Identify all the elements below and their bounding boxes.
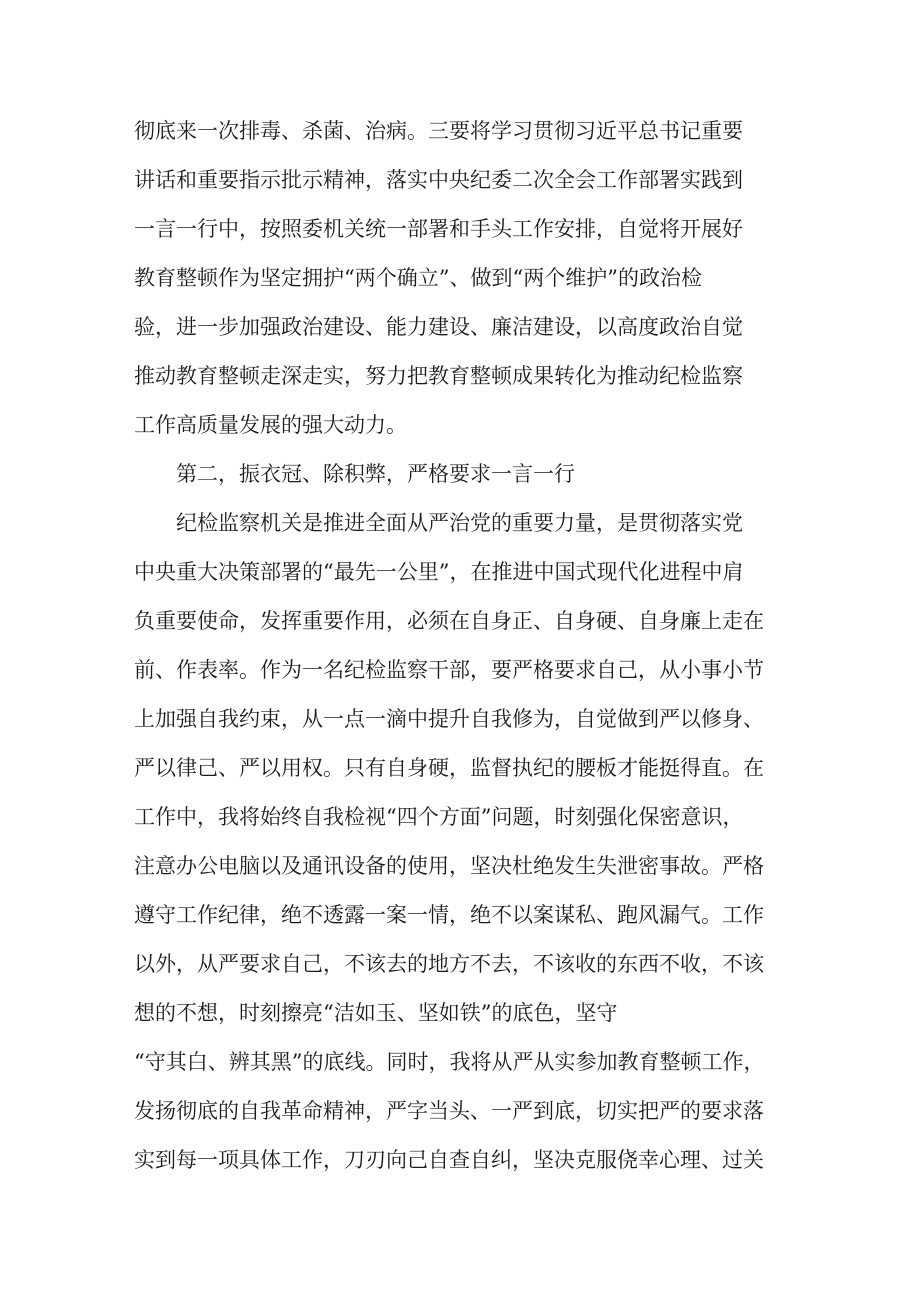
text-line: 前、作表率。作为一名纪检监察干部，要严格要求自己，从小事小节 [134, 658, 764, 682]
text-line: 上加强自我约束，从一点一滴中提升自我修为，自觉做到严以修身、 [134, 707, 764, 731]
text-line: 发扬彻底的自我革命精神，严字当头、一严到底，切实把严的要求落 [134, 1099, 764, 1123]
paragraph-first-line: 纪检监察机关是推进全面从严治党的重要力量，是贯彻落实党 [176, 511, 743, 535]
text-line: 实到每一项具体工作，刀刃向己自查自纠，坚决克服侥幸心理、过关 [134, 1148, 764, 1172]
text-line: 工作高质量发展的强大动力。 [134, 413, 407, 437]
text-line: 工作中，我将始终自我检视“四个方面”问题，时刻强化保密意识， [134, 805, 744, 829]
text-line: 严以律己、严以用权。只有自身硬，监督执纪的腰板才能挺得直。在 [134, 756, 764, 780]
text-line: 验，进一步加强政治建设、能力建设、廉洁建设，以高度政治自觉 [134, 315, 743, 339]
text-line: 教育整顿作为坚定拥护“两个确立”、做到“两个维护”的政治检 [134, 266, 702, 290]
text-line: 遵守工作纪律，绝不透露一案一情，绝不以案谋私、跑风漏气。工作 [134, 903, 764, 927]
text-line: 推动教育整顿走深走实，努力把教育整顿成果转化为推动纪检监察 [134, 364, 743, 388]
text-line: 一言一行中，按照委机关统一部署和手头工作安排，自觉将开展好 [134, 217, 743, 241]
text-line: 中央重大决策部署的“最先一公里”，在推进中国式现代化进程中肩 [134, 560, 744, 584]
text-line: 负重要使命，发挥重要作用，必须在自身正、自身硬、自身廉上走在 [134, 609, 764, 633]
text-line: 想的不想，时刻擦亮“洁如玉、坚如铁”的底色，坚守 [134, 1001, 618, 1025]
text-line: 彻底来一次排毒、杀菌、治病。三要将学习贯彻习近平总书记重要 [134, 119, 743, 143]
text-line: 以外，从严要求自己，不该去的地方不去，不该收的东西不收，不该 [134, 952, 764, 976]
text-line: 注意办公电脑以及通讯设备的使用，坚决杜绝发生失泄密事故。严格 [134, 854, 764, 878]
text-line: “守其白、辨其黑”的底线。同时，我将从严从实参加教育整顿工作， [134, 1050, 765, 1074]
text-line: 讲话和重要指示批示精神，落实中央纪委二次全会工作部署实践到 [134, 168, 743, 192]
section-heading: 第二，振衣冠、除积弊，严格要求一言一行 [176, 462, 575, 486]
